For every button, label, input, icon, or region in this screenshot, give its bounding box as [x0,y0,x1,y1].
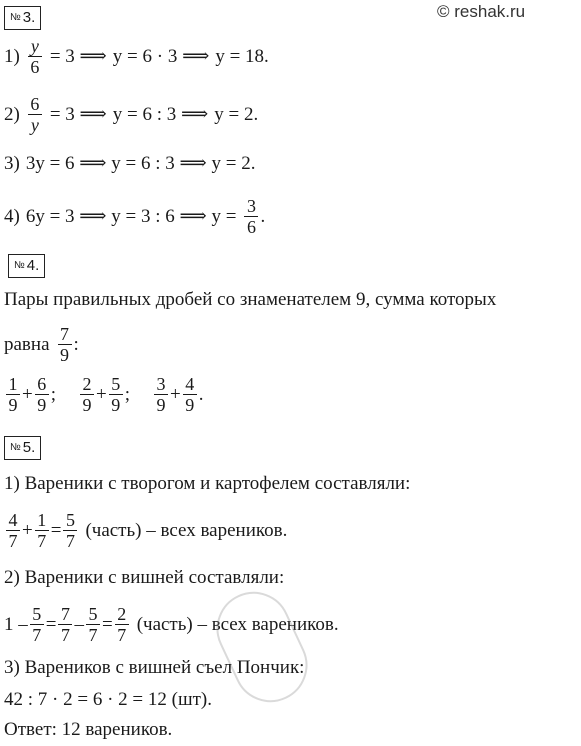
task-4-badge: № 4. [8,254,45,278]
task-5-number: 5. [22,439,36,456]
task4-pairs: $\frac{1}{9}$ + $\frac{6}{9}$ ; $\frac{2}{9}$ + $\frac{5}{9}$ ; $\frac{3}{9}$ + $\frac{4}{9}$ . [4,374,203,415]
fraction: $\frac{5}{7}$ [63,510,77,551]
task5-expr-1: $\frac{4}{7}$ + $\frac{1}{7}$ = $\frac{5}{7}$ (часть) – всех вареников. [4,510,287,551]
fraction: $\frac{6}{9}$ [35,374,49,415]
task-5-badge: № 5. [4,436,41,460]
fraction: $\frac{4}{9}$ [183,374,197,415]
task-3-badge [4,6,41,30]
expr-a: = 3 ⟹ [49,45,107,67]
task-3-number: 3. [22,9,36,26]
task3-line-2 [4,94,258,135]
fraction: $\frac{4}{7}$ [6,510,20,551]
fraction: $\frac{1}{9}$ [6,374,20,415]
watermark-stamp [204,580,319,715]
expr: 3y = 6 ⟹ y = 6 : 3 ⟹ y = 2. [25,153,256,174]
item-number: 3) [4,153,20,174]
item-number: 4) [4,205,20,227]
expr-c: y = 2. [214,103,259,125]
fraction: $\frac{5}{7}$ [30,604,44,645]
fraction: $\frac{y}{6}$ [28,36,42,77]
fraction: $\frac{6}{y}$ [28,94,42,135]
task5-step-1: 1) Вареники с творогом и картофелем составляли: [4,473,411,494]
task-4-number: 4. [26,257,40,274]
number-sign: № [10,12,21,23]
task3-line-1 [4,36,269,77]
task5-expr-3: 42 : 7 · 2 = 6 · 2 = 12 (шт). [4,689,212,710]
fraction: $\frac{2}{9}$ [80,374,94,415]
answer: Ответ: 12 вареников. [4,719,173,740]
task3-line-3 [4,152,255,176]
task5-expr-2: 1 – $\frac{5}{7}$ = $\frac{7}{7}$ – $\frac{5}{7}$ = $\frac{2}{7}$ (часть) – всех вареников. [4,604,339,646]
fraction: $\frac{3}{9}$ [154,374,168,415]
item-number: 1) [4,45,20,67]
task3-line-4: 4) 6y = 3 ⟹ y = 3 : 6 ⟹ y = $\frac{3}{6}$ . [4,196,266,238]
fraction: $\frac{7}{7}$ [58,604,72,645]
task5-step-3: 3) Вареников с вишней съел Пончик: [4,657,305,678]
watermark: © reshak.ru [437,2,526,21]
expr-b: y = 6 : 3 ⟹ [112,103,209,125]
fraction: $\frac{7}{9}$ [58,324,72,365]
task5-step-2: 2) Вареники с вишней составляли: [4,567,285,588]
fraction: $\frac{5}{7}$ [86,604,100,645]
fraction: $\frac{1}{7}$ [35,510,49,551]
fraction: $\frac{2}{7}$ [115,604,129,645]
expr-a: = 3 ⟹ [49,103,107,125]
fraction: $\frac{5}{9}$ [109,374,123,415]
expr-c: y = 18. [215,45,269,67]
expr-b: y = 6 · 3 ⟹ [112,45,210,67]
expr: 6y = 3 ⟹ y = 3 : 6 ⟹ y = [25,205,237,227]
task4-text-1: Пары правильных дробей со знаменателем 9, сумма которых [4,289,497,310]
fraction: $\frac{3}{6}$ [244,196,258,237]
item-number: 2) [4,103,20,125]
task4-text-2: равна $\frac{7}{9}$ : [4,324,79,366]
